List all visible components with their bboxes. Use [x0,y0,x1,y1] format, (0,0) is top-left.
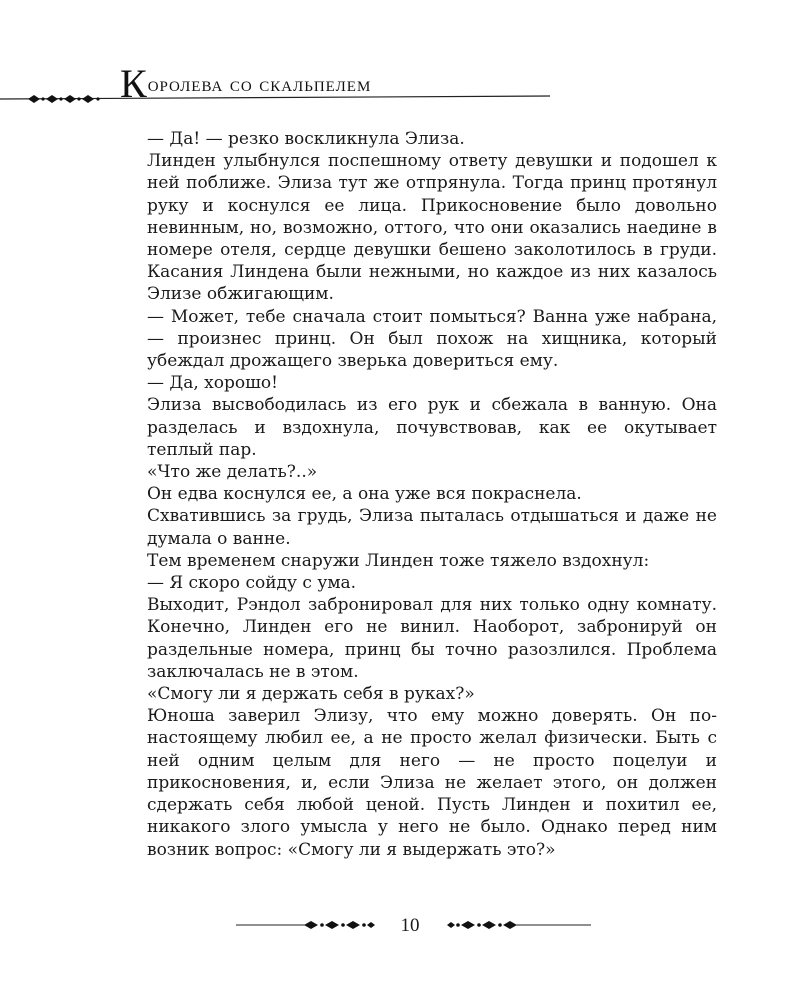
paragraph: — Да, хорошо! [147,373,278,394]
running-header [0,0,800,110]
paragraph: «Что же делать?..» [147,462,318,483]
paragraph: Он едва коснулся ее, а она уже вся покраснела. [147,484,582,505]
paragraph: Линден улыбнулся поспешному ответу девушки и подошел к ней поближе. Элиза тут же отпрянула. Тогда принц протянул руку и коснулся ее лица. Прикосновение было довольно невинным, но, возможно, оттого, что они оказались наедине в номере отеля, сердце девушки бешено заколотилось в груди. Касания Линдена были нежными, но каждое из них казалось Элизе обжигающим. [147,151,717,305]
body-text [147,128,717,861]
paragraph: Элиза высвободилась из его рук и сбежала в ванную. Она разделась и вздохнула, почувствовав, как ее окутывает теплый пар. [147,395,717,460]
book-title-rest: оролева со скальпелем [147,71,372,96]
header-ornament-line [0,92,560,106]
book-title-initial: К [120,61,148,106]
paragraph: Тем временем снаружи Линден тоже тяжело вздохнул: [147,550,650,571]
paragraph: — Может, тебе сначала стоит помыться? Ванна уже набрана, — произнес принц. Он был похож на хищника, который убеждал дрожащего зверька довериться ему. [147,306,717,372]
page-number: 10 [400,915,420,936]
footer-ornament-left [236,917,376,933]
paragraph: Схватившись за грудь, Элиза пыталась отдышаться и даже не думала о ванне. [147,506,717,549]
paragraph: — Да! — резко воскликнула Элиза. [147,129,465,149]
paragraph: Юноша заверил Элизу, что ему можно доверять. Он по-настоящему любил ее, а не просто желал физически. Быть с ней одним целым для него — не просто поцелуи и прикосновения, и, если Элиза не желает этого, он должен сдержать себя любой ценой. Пусть Линден и похитил ее, никакого злого умысла у него не было. Однако перед ним возник вопрос: «Смогу ли я выдержать это?» [147,706,717,860]
paragraph: «Смогу ли я держать себя в руках?» [147,684,475,705]
page-footer [0,905,800,945]
paragraph: Выходит, Рэндол забронировал для них только одну комнату. Конечно, Линден его не винил. Наоборот, забронируй он раздельные номера, принц бы точно разозлился. Проблема заключалась не в этом. [147,595,717,682]
footer-ornament-right [446,917,591,933]
paragraph: — Я скоро сойду с ума. [147,573,357,594]
